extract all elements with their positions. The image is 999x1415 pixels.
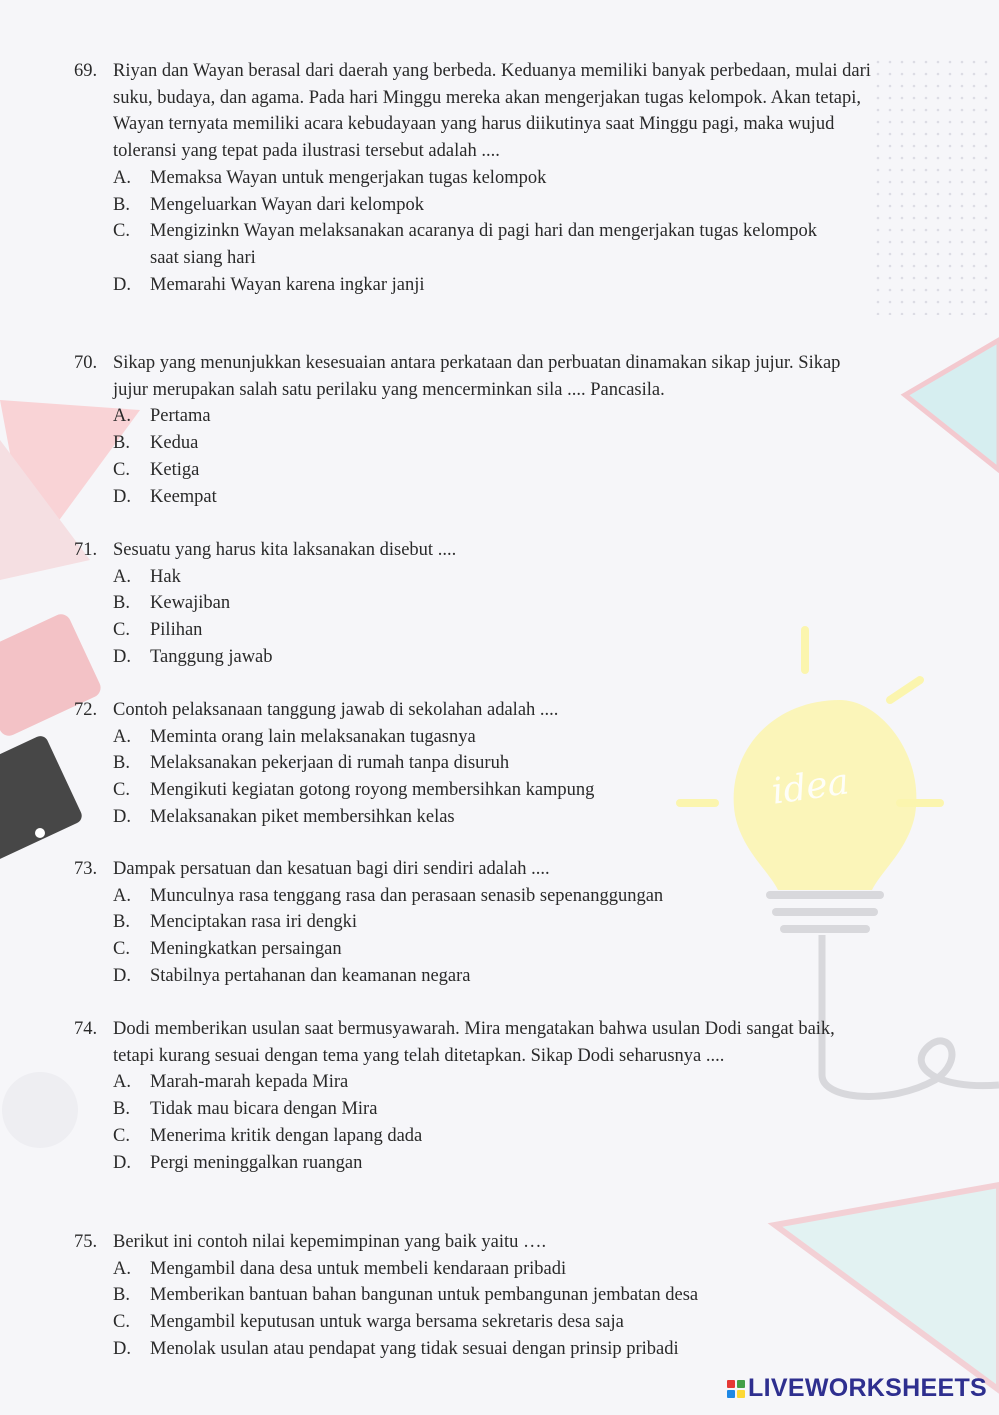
- option-b[interactable]: [74, 590, 874, 617]
- option-text: Mengeluarkan Wayan dari kelompok: [150, 194, 425, 215]
- option-letter: B.: [113, 433, 130, 454]
- option-a[interactable]: [74, 724, 874, 751]
- option-text: Memaksa Wayan untuk mengerjakan tugas kelompok: [150, 167, 547, 188]
- question-70: [74, 350, 874, 510]
- option-letter: C.: [113, 1125, 130, 1146]
- option-text: Mengizinkn Wayan melaksanakan acaranya di pagi hari dan mengerjakan tugas kelompok saat siang hari: [150, 221, 818, 268]
- option-letter: D.: [113, 486, 131, 507]
- option-letter: D.: [113, 965, 131, 986]
- question-69: [74, 58, 874, 298]
- question-text: Berikut ini contoh nilai kepemimpinan yang baik yaitu ….: [113, 1232, 547, 1252]
- option-letter: A.: [113, 167, 131, 188]
- option-text: Menciptakan rasa iri dengki: [150, 912, 358, 933]
- option-letter: C.: [113, 1312, 130, 1333]
- option-letter: A.: [113, 566, 131, 587]
- option-letter: B.: [113, 912, 130, 933]
- options-list: [74, 564, 874, 671]
- option-letter: D.: [113, 1152, 131, 1173]
- option-b[interactable]: [74, 192, 874, 219]
- option-d[interactable]: [74, 272, 874, 299]
- option-a[interactable]: [74, 165, 874, 192]
- option-letter: A.: [113, 885, 131, 906]
- option-letter: B.: [113, 593, 130, 614]
- question-number: 75.: [74, 1232, 98, 1252]
- option-b[interactable]: [74, 750, 874, 777]
- option-text: Pilihan: [150, 620, 203, 641]
- brand-name: LIVEWORKSHEETS: [748, 1374, 987, 1402]
- option-text: Keempat: [150, 486, 217, 507]
- option-text: Mengambil keputusan untuk warga bersama sekretaris desa saja: [150, 1312, 624, 1333]
- option-letter: C.: [113, 459, 130, 480]
- option-letter: C.: [113, 221, 130, 242]
- option-text: Pergi meninggalkan ruangan: [150, 1152, 363, 1173]
- option-a[interactable]: [74, 1069, 874, 1096]
- question-text: Contoh pelaksanaan tanggung jawab di sekolahan adalah ....: [113, 700, 559, 720]
- option-text: Munculnya rasa tenggang rasa dan perasaan senasib sepenanggungan: [150, 885, 664, 906]
- option-text: Memberikan bantuan bahan bangunan untuk pembangunan jembatan desa: [150, 1285, 699, 1306]
- option-b[interactable]: [74, 1096, 874, 1123]
- option-letter: D.: [113, 646, 131, 667]
- option-text: Menolak usulan atau pendapat yang tidak sesuai dengan prinsip pribadi: [150, 1338, 679, 1359]
- bulb-word: idea: [769, 761, 852, 813]
- option-b[interactable]: [74, 1282, 874, 1309]
- option-c[interactable]: [74, 617, 874, 644]
- option-c[interactable]: [74, 1123, 874, 1150]
- option-a[interactable]: [74, 883, 874, 910]
- option-text: Tanggung jawab: [150, 646, 273, 667]
- question-71: [74, 537, 874, 671]
- option-d[interactable]: [74, 1150, 874, 1177]
- question-text: Dodi memberikan usulan saat bermusyawarah. Mira mengatakan bahwa usulan Dodi sangat baik, tetapi kurang sesuai dengan tema yang telah ditetapkan. Sikap Dodi seharusnya ....: [113, 1019, 835, 1066]
- option-letter: A.: [113, 406, 131, 427]
- question-number: 69.: [74, 61, 98, 81]
- option-d[interactable]: [74, 1336, 874, 1363]
- option-text: Marah-marah kepada Mira: [150, 1072, 349, 1093]
- option-letter: C.: [113, 780, 130, 801]
- question-74: [74, 1016, 874, 1176]
- option-letter: D.: [113, 806, 131, 827]
- option-text: Meminta orang lain melaksanakan tugasnya: [150, 726, 476, 747]
- option-letter: A.: [113, 1072, 131, 1093]
- option-d[interactable]: [74, 804, 874, 831]
- question-text: Sesuatu yang harus kita laksanakan disebut ....: [113, 540, 457, 560]
- option-text: Kewajiban: [150, 593, 231, 614]
- options-list: [74, 1069, 874, 1176]
- question-number: 70.: [74, 353, 98, 373]
- option-text: Mengambil dana desa untuk membeli kendaraan pribadi: [150, 1258, 567, 1279]
- option-letter: B.: [113, 194, 130, 215]
- option-c[interactable]: [74, 936, 874, 963]
- options-list: [74, 724, 874, 831]
- option-text: Ketiga: [150, 459, 200, 480]
- option-text: Menerima kritik dengan lapang dada: [150, 1125, 423, 1146]
- question-number: 71.: [74, 540, 98, 560]
- option-a[interactable]: [74, 564, 874, 591]
- options-list: [74, 165, 874, 299]
- option-c[interactable]: [74, 777, 874, 804]
- option-letter: D.: [113, 1338, 131, 1359]
- options-list: [74, 403, 874, 510]
- option-text: Mengikuti kegiatan gotong royong membersihkan kampung: [150, 780, 595, 801]
- option-text: Meningkatkan persaingan: [150, 939, 342, 960]
- liveworksheets-brand: [727, 1374, 987, 1403]
- option-a[interactable]: [74, 403, 874, 430]
- option-b[interactable]: [74, 909, 874, 936]
- options-list: [74, 1256, 874, 1363]
- option-text: Memarahi Wayan karena ingkar janji: [150, 274, 425, 295]
- option-a[interactable]: [74, 1256, 874, 1283]
- question-number: 73.: [74, 859, 98, 879]
- option-letter: B.: [113, 753, 130, 774]
- option-text: Tidak mau bicara dengan Mira: [150, 1099, 378, 1120]
- question-text: Dampak persatuan dan kesatuan bagi diri sendiri adalah ....: [113, 859, 550, 879]
- option-c[interactable]: [74, 218, 874, 271]
- option-letter: D.: [113, 274, 131, 295]
- liveworksheets-logo-icon: [727, 1380, 745, 1398]
- option-letter: B.: [113, 1099, 130, 1120]
- option-text: Stabilnya pertahanan dan keamanan negara: [150, 965, 471, 986]
- option-d[interactable]: [74, 963, 874, 990]
- option-letter: C.: [113, 939, 130, 960]
- option-c[interactable]: [74, 457, 874, 484]
- option-text: Pertama: [150, 406, 211, 427]
- option-d[interactable]: [74, 484, 874, 511]
- question-73: [74, 856, 874, 990]
- question-text: Riyan dan Wayan berasal dari daerah yang berbeda. Keduanya memiliki banyak perbedaan, mulai dari suku, budaya, dan agama. Pada hari Minggu mereka akan mengerjakan tugas kelompok. Akan tetapi, Wayan ternyata memiliki acara kebudayaan yang harus diikutinya saat Minggu pagi, maka wujud toleransi yang tepat pada ilustrasi tersebut adalah ....: [113, 61, 871, 162]
- question-75: [74, 1229, 874, 1363]
- option-text: Melaksanakan piket membersihkan kelas: [150, 806, 455, 827]
- options-list: [74, 883, 874, 990]
- option-letter: B.: [113, 1285, 130, 1306]
- option-c[interactable]: [74, 1309, 874, 1336]
- question-number: 74.: [74, 1019, 98, 1039]
- option-letter: A.: [113, 1258, 131, 1279]
- question-number: 72.: [74, 700, 98, 720]
- option-text: Kedua: [150, 433, 199, 454]
- question-text: Sikap yang menunjukkan kesesuaian antara perkataan dan perbuatan dinamakan sikap jujur. Sikap jujur merupakan salah satu perilaku yang mencerminkan sila .... Pancasila.: [113, 353, 841, 400]
- option-text: Hak: [150, 566, 181, 587]
- option-letter: C.: [113, 620, 130, 641]
- option-letter: A.: [113, 726, 131, 747]
- question-72: [74, 697, 874, 831]
- option-b[interactable]: [74, 430, 874, 457]
- option-d[interactable]: [74, 644, 874, 671]
- option-text: Melaksanakan pekerjaan di rumah tanpa disuruh: [150, 753, 510, 774]
